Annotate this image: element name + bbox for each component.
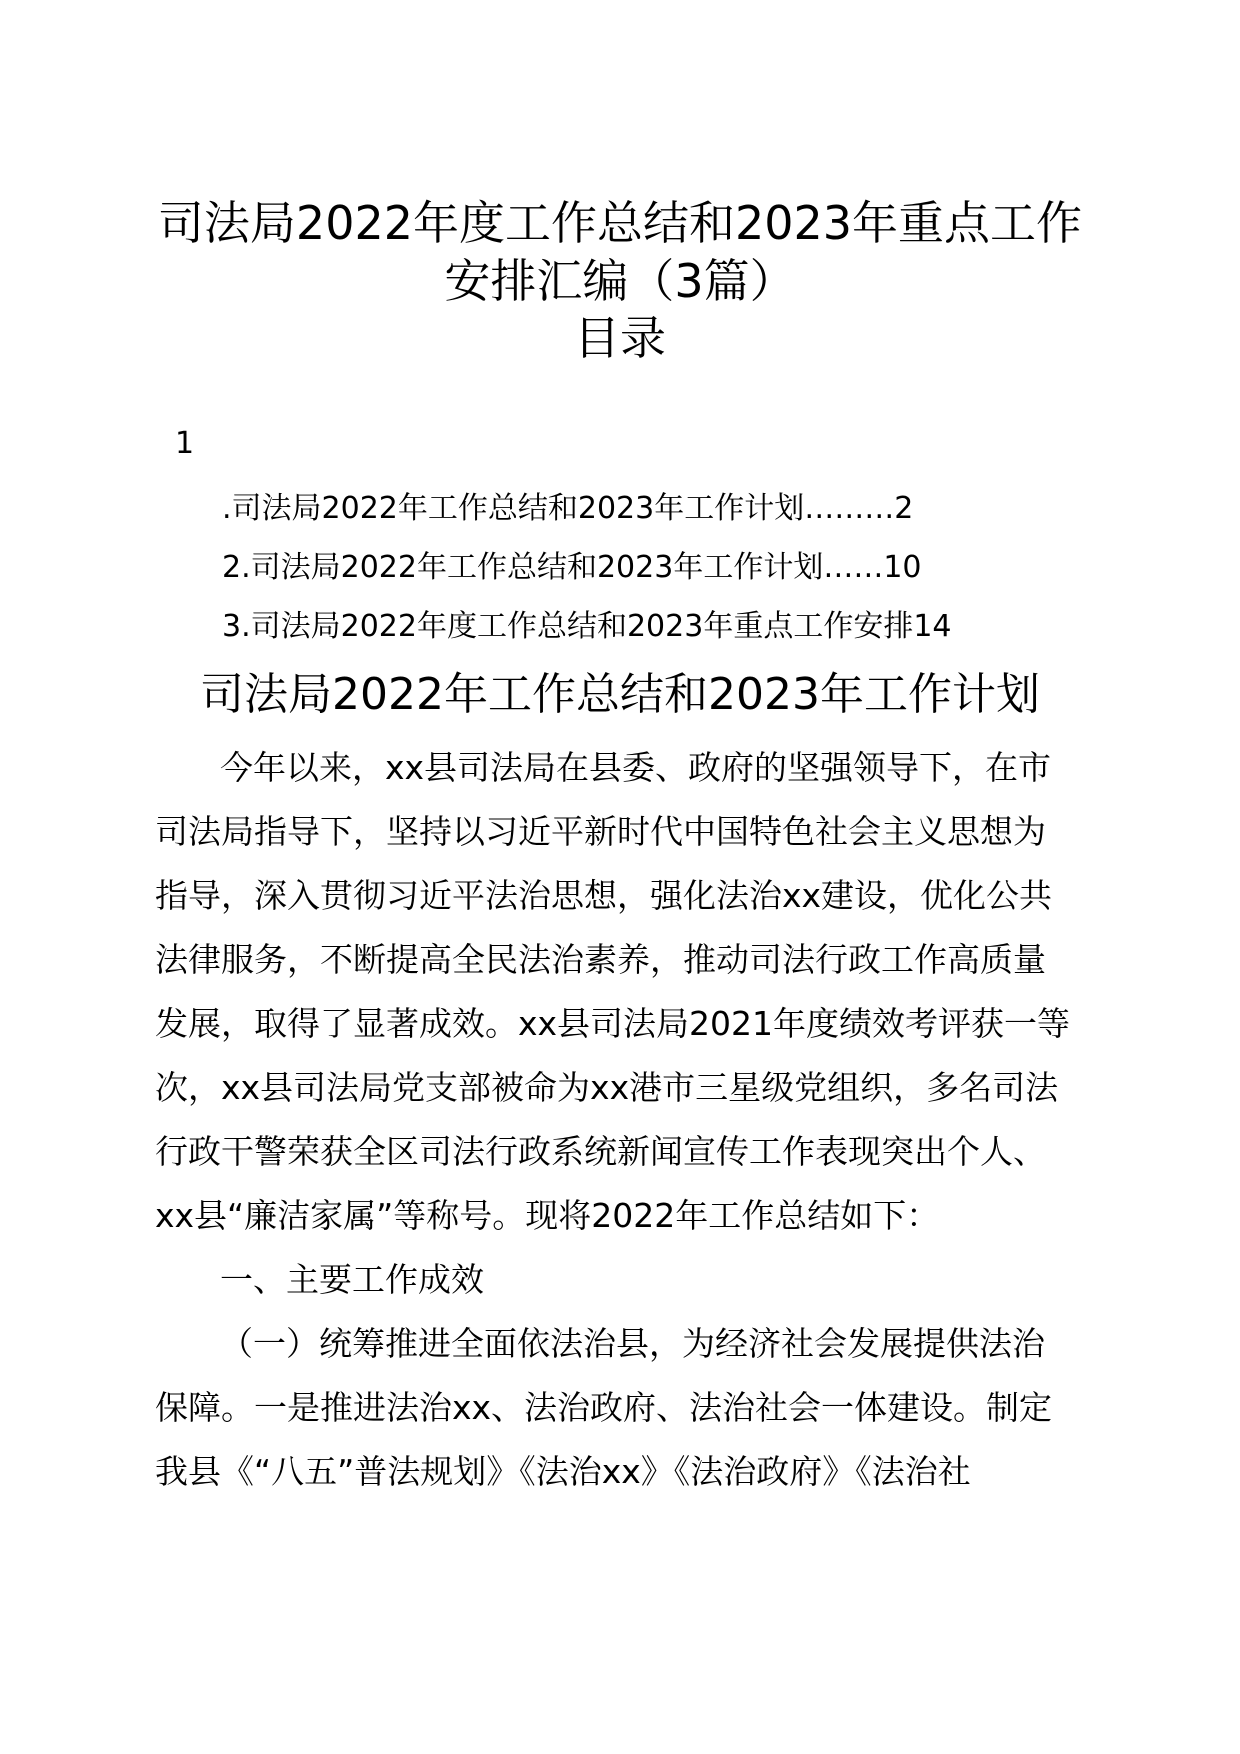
paragraph-line: 发展，取得了显著成效。xx县司法局2021年度绩效考评获一等 <box>155 1004 1071 1043</box>
paragraph-line: 次，xx县司法局党支部被命为xx港市三星级党组织，多名司法 <box>155 1068 1059 1107</box>
toc-entry-3[interactable]: 3.司法局2022年度工作总结和2023年重点工作安排14 <box>222 609 952 644</box>
toc-entry-2[interactable]: 2.司法局2022年工作总结和2023年工作计划……10 <box>222 550 922 585</box>
document-title-line-2: 安排汇编（3篇） <box>444 254 796 308</box>
toc-number: 1 <box>175 426 195 461</box>
paragraph-line: （一）统筹推进全面依法治县，为经济社会发展提供法治 <box>220 1324 1045 1363</box>
paragraph-line: 保障。一是推进法治xx、法治政府、法治社会一体建设。制定 <box>155 1388 1053 1427</box>
subheading: 一、主要工作成效 <box>220 1260 484 1299</box>
paragraph-line: 司法局指导下，坚持以习近平新时代中国特色社会主义思想为 <box>155 812 1046 851</box>
toc-entry-1[interactable]: .司法局2022年工作总结和2023年工作计划………2 <box>222 491 914 526</box>
paragraph-line: 我县《“八五”普法规划》《法治xx》《法治政府》《法治社 <box>155 1452 971 1491</box>
paragraph-line: 今年以来，xx县司法局在县委、政府的坚强领导下，在市 <box>220 748 1052 787</box>
paragraph-line: xx县“廉洁家属”等称号。现将2022年工作总结如下： <box>155 1196 940 1235</box>
paragraph-line: 法律服务，不断提高全民法治素养，推动司法行政工作高质量 <box>155 940 1046 979</box>
toc-heading: 目录 <box>574 311 666 365</box>
section-title: 司法局2022年工作总结和2023年工作计划 <box>200 669 1040 720</box>
paragraph-line: 指导，深入贯彻习近平法治思想，强化法治xx建设，优化公共 <box>155 876 1053 915</box>
paragraph-line: 行政干警荣获全区司法行政系统新闻宣传工作表现突出个人、 <box>155 1132 1046 1171</box>
document-title-line-1: 司法局2022年度工作总结和2023年重点工作 <box>157 196 1083 250</box>
